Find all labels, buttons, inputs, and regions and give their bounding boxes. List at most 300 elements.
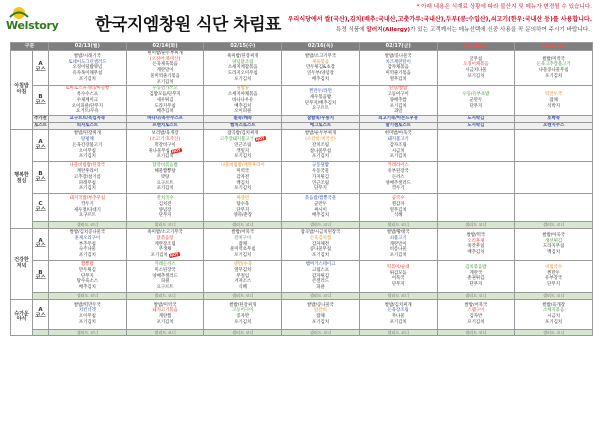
night-row <box>11 299 593 329</box>
course-label: C 코스 <box>33 194 49 222</box>
menu-cell <box>282 86 360 116</box>
menu-item: 돈육장조림 <box>387 308 409 314</box>
toast-row-cell <box>204 123 282 130</box>
lunch-c-row <box>11 194 593 222</box>
menu-item: 열무김치 <box>389 76 407 82</box>
menu-item: 김자반 <box>469 314 483 320</box>
salad-cell <box>49 292 127 299</box>
menu-item: 쌀밥/순두부찌개 <box>304 131 337 137</box>
menu-item: 미소된장국 <box>154 267 176 273</box>
menu-cell <box>282 51 360 86</box>
menu-cell <box>437 260 515 292</box>
menu-item: 쌀밥/김치콩나물국 <box>69 230 106 236</box>
menu-cell <box>515 130 593 162</box>
menu-item: 맛탕 <box>160 174 170 180</box>
menu-cell <box>126 162 204 194</box>
menu-cell <box>126 51 204 86</box>
menu-cell <box>282 228 360 260</box>
menu-item: 연근조림 <box>311 180 329 186</box>
menu-item: 나물비빔밥/계란후라이 <box>220 163 265 169</box>
day-header: 02/15(수) <box>204 43 282 51</box>
menu-item: 물미역줄기볶음 <box>150 73 180 79</box>
menu-item: 쌀밥/된장찌개 <box>73 131 101 137</box>
breakfast-b-row <box>11 86 593 116</box>
course-label: A 코스 <box>33 299 49 329</box>
course-label: B 코스 <box>33 86 49 116</box>
menu-item: 덮밥류 <box>236 86 250 92</box>
day-header: 02/17(금) <box>359 43 437 51</box>
menu-item: 쑥갓무침 <box>467 244 485 250</box>
meal-sublabel: 슈가운 <box>14 310 29 317</box>
menu-item: 콩나물무침 <box>309 247 332 253</box>
toast-row-text: 오렌지주스 <box>543 123 565 129</box>
menu-cell <box>49 194 127 222</box>
menu-cell <box>126 228 204 260</box>
salad-cell <box>126 222 204 229</box>
menu-item: 물미역초무침 <box>230 247 256 253</box>
menu-item: 오징어덮밥양념 <box>72 65 103 71</box>
menu-item: 요구르트 <box>311 106 329 112</box>
menu-cell <box>126 130 204 162</box>
menu-item: 김치전 <box>158 202 172 208</box>
recommend-row-cell <box>515 116 593 123</box>
menu-cell <box>282 162 360 194</box>
menu-item: 포기김치 <box>156 319 174 325</box>
menu-item: 도라지무침 <box>543 244 565 250</box>
menu-item: 포기김치 HOT <box>150 252 179 258</box>
recommend-row-text: 요구르트/흑임자죽 <box>69 116 106 122</box>
salad-label: 샐러드 코너 <box>465 292 487 298</box>
menu-item: 알탕/쌀밥 <box>388 86 408 92</box>
menu-item: 흑미밥/된장찌개 <box>227 53 259 59</box>
menu-item: 포기김치 <box>156 154 174 160</box>
menu-item: 겨자소스 <box>234 279 252 285</box>
recommend-row-text: 흰죽/깨죽 <box>233 116 253 122</box>
corner-header: 구분 <box>11 43 49 51</box>
menu-item: 떡볶이/순대 <box>386 265 410 271</box>
menu-item: 시금치 <box>547 314 560 320</box>
menu-item: 배추김치 <box>311 213 329 219</box>
logo-text: Welstory <box>6 19 59 32</box>
salad-label: 샐러드 코너 <box>542 292 565 298</box>
menu-item: 배추김치 <box>78 284 96 290</box>
menu-cell <box>204 162 282 194</box>
meal-mainlabel: 야식 <box>16 316 27 323</box>
menu-item: 만두튀김&초장 <box>306 65 335 71</box>
night-salad-row <box>11 329 593 336</box>
breakfast-a-row <box>11 51 593 86</box>
salad-cell <box>282 329 360 336</box>
salad-label: 샐러드 코너 <box>231 329 254 335</box>
salad-label: 샐러드 코너 <box>309 222 332 228</box>
day-header: 02/14(화) <box>126 43 204 51</box>
menu-item: 새우젓/다대기 <box>73 207 101 213</box>
menu-item: 짜장면 <box>236 196 250 202</box>
menu-item: 쌀밥/시래기국 <box>73 53 101 59</box>
menu-item: 토마토스파게티/마늘빵 <box>65 86 110 92</box>
menu-cell <box>49 86 127 116</box>
menu-item: 포기김치 <box>78 186 96 192</box>
salad-label: 샐러드 코너 <box>154 222 176 228</box>
menu-item: 양배추샐러드 <box>152 273 178 279</box>
menu-item: 단무지 <box>547 282 560 288</box>
salad-label: 샐러드 코너 <box>76 292 99 298</box>
menu-item: 나물콩나물무침 <box>538 68 569 74</box>
menu-item: 단무지 <box>469 282 483 288</box>
menu-cell <box>282 194 360 222</box>
hot-badge: HOT <box>255 136 266 142</box>
lunch-b-row <box>11 162 593 194</box>
menu-item: 단무지 <box>236 207 250 213</box>
meal-mainlabel: 저녁 <box>16 262 27 269</box>
menu-cell <box>204 194 282 222</box>
salad-label: 샐러드 코너 <box>465 222 487 228</box>
menu-item: 감자채전 <box>311 241 329 247</box>
menu-item: 옥수수스프 <box>76 92 98 98</box>
course-label: 토스트 <box>34 123 47 129</box>
menu-item: 돈육제육볶음 <box>152 62 178 68</box>
salad-label: 샐러드 코너 <box>76 329 99 335</box>
menu-item: 소세지야채볶음 <box>227 92 258 98</box>
menu-cell <box>359 162 437 194</box>
menu-item: 크림스프 <box>311 267 329 273</box>
menu-item: 비름나물 <box>389 247 407 253</box>
menu-cell <box>515 51 593 86</box>
menu-item: 열무김치 <box>234 267 252 273</box>
menu-item: 무나물 <box>391 314 405 320</box>
menu-cell <box>204 260 282 292</box>
menu-item: 돼지불고기 <box>387 137 409 143</box>
meal-mainlabel: 점심 <box>16 178 27 185</box>
meal-sublabel: 아침밥 <box>14 83 29 90</box>
origin-text: 우리식당에서 쌀(국산),김치(배추:국내산,고춧가루:국내산),두부(콩:수입산),쇠고기(한우:국내산 등)를 사용합니다. <box>287 16 592 23</box>
meal-sublabel: 건강한 <box>14 257 29 264</box>
salad-label: 샐러드 코너 <box>387 222 409 228</box>
menu-item: 배추김치 <box>156 109 174 115</box>
recommend-row-cell <box>49 116 127 123</box>
salad-cell <box>49 222 127 229</box>
menu-item: 포기김치 <box>311 319 329 325</box>
menu-item: 포기김치 <box>234 76 252 82</box>
hot-badge: HOT <box>169 252 179 258</box>
salad-label: 샐러드 코너 <box>154 292 176 298</box>
menu-item: 양념장 <box>158 207 172 213</box>
menu-item: 짜사이 <box>314 207 327 213</box>
menu-item: 새우볶음밥 <box>309 95 332 101</box>
menu-cell <box>126 194 204 222</box>
toast-row-text: 햄치즈토스트 <box>230 123 256 129</box>
salad-cell <box>204 222 282 229</box>
allergy-prefix: 특정 식품에 <box>335 27 365 33</box>
menu-item: 단무지 <box>469 103 483 109</box>
menu-item: 깻잎지 <box>236 148 250 154</box>
salad-label: 샐러드 코너 <box>309 329 332 335</box>
menu-item: (소고기:호주산) <box>149 137 181 143</box>
menu-cell <box>204 228 282 260</box>
recommend-row-text: 바나나/옥수수스프 <box>147 116 183 122</box>
menu-cell <box>515 86 593 116</box>
menu-item: 돼지고기볶음 <box>152 308 178 314</box>
menu-item: 춘권튀김 <box>467 276 485 282</box>
menu-item: 포기김치 <box>234 154 252 160</box>
menu-item: 쌀밥/콩나물국 <box>384 53 412 59</box>
salad-label: 샐러드 코너 <box>231 292 254 298</box>
course-label: 추가찬 <box>34 116 47 122</box>
menu-item: 오이피클/단무지 <box>71 103 103 109</box>
dinner-a-row <box>11 228 593 260</box>
menu-item: 과일 <box>393 109 403 115</box>
menu-item: 피클 <box>160 279 170 285</box>
course-label: A 코스 <box>33 228 49 260</box>
menu-item: 석박지 <box>547 103 560 109</box>
menu-item: 시금치나물 <box>465 68 487 74</box>
menu-item: 계란국 <box>469 270 483 276</box>
menu-cell <box>515 194 593 222</box>
salad-cell <box>282 222 360 229</box>
meal-mainlabel: 아침 <box>16 89 27 96</box>
allergy-word: 알러지(Allergy) <box>366 27 411 33</box>
menu-item: 포기김치 <box>234 319 252 325</box>
menu-item: 배추김치 <box>467 250 485 256</box>
day-header: 02/18(토) <box>437 43 515 51</box>
menu-item: 바나나우유 <box>232 97 254 103</box>
menu-cell <box>126 86 204 116</box>
toast-row <box>11 123 593 130</box>
menu-cell <box>359 194 437 222</box>
menu-item: 포기김치 <box>78 76 96 82</box>
menu-item: 규동덮밥 <box>311 163 329 169</box>
menu-item: 파래무침 <box>78 180 96 186</box>
menu-item: 깍두기 <box>391 186 405 192</box>
menu-item: 닭갈비볶음밥 <box>152 163 178 169</box>
menu-cell <box>49 51 127 86</box>
menu-item: 요구르트 <box>156 284 174 290</box>
menu-cell <box>126 260 204 292</box>
menu-item: 보리밥/육개장 <box>151 131 179 137</box>
menu-item: 오징어채볶음 <box>463 62 489 68</box>
salad-cell <box>515 292 593 299</box>
menu-item: 잡채 <box>238 241 248 247</box>
toast-row-cell <box>282 123 360 130</box>
menu-item: 해물짬뽕탕 <box>154 169 176 175</box>
menu-item: 돈육고추장불고기 <box>536 62 571 68</box>
menu-item: 현미밥/순두부찌개 <box>147 51 183 56</box>
menu-item: 양배추쌈 <box>389 97 407 103</box>
menu-cell <box>204 130 282 162</box>
salad-label: 샐러드 코너 <box>76 222 99 228</box>
menu-item: 계란후라이 <box>76 169 98 175</box>
salad-cell <box>49 329 127 336</box>
menu-item: 오이무침 <box>78 314 96 320</box>
menu-cell <box>359 299 437 329</box>
menu-item: 고등어구이 <box>387 92 409 98</box>
menu-item: 카레돈까스 <box>154 262 176 268</box>
menu-item: 포기김치 <box>389 154 407 160</box>
menu-item: 나물비빔밥/된장국 <box>69 163 106 169</box>
menu-cell <box>437 228 515 260</box>
menu-item: 유부된장국 <box>387 169 409 175</box>
course-label: B 코스 <box>33 260 49 292</box>
menu-item: 도라지무침 <box>154 103 176 109</box>
day-header: 02/16(목) <box>282 43 360 51</box>
salad-label: 샐러드 코너 <box>154 329 176 335</box>
toast-row-text: 프렌치토스트 <box>152 123 178 129</box>
menu-item: 쌀밥/육개장 <box>542 302 565 308</box>
menu-item: 현미밥/아욱국 <box>384 131 412 137</box>
menu-item: 제육볶음 <box>311 59 329 65</box>
salad-cell <box>126 292 204 299</box>
dinner-salad-row <box>11 292 593 299</box>
menu-item: 탕수육소스 <box>76 279 98 285</box>
menu-item: 돈육간장불고기 <box>72 142 103 148</box>
salad-label: 샐러드 코너 <box>387 329 409 335</box>
toast-row-cell <box>437 123 515 130</box>
menu-item: 백김치 <box>547 250 560 256</box>
menu-cell <box>359 51 437 86</box>
salad-cell <box>359 329 437 336</box>
menu-cell <box>282 130 360 162</box>
menu-item: (소갈비:미국산) <box>305 137 336 143</box>
recommend-row <box>11 116 593 123</box>
meal-label <box>11 299 33 336</box>
menu-item: 찐감자 <box>391 202 405 208</box>
menu-item: 쌀밥/김치찌개 <box>384 302 412 308</box>
menu-item: 고추장돼지불고기 HOT <box>219 136 266 143</box>
menu-item: 배추김치 <box>311 76 329 82</box>
menu-item: 쌀밥/미역국 <box>542 56 565 62</box>
dinner-b-row <box>11 260 593 292</box>
menu-item: 계란말이 <box>156 68 174 74</box>
menu-cell <box>204 299 282 329</box>
menu-item: 포기김치 <box>311 154 329 160</box>
welstory-logo <box>6 6 86 32</box>
menu-item: 시금치 <box>391 148 405 154</box>
menu-cell <box>126 299 204 329</box>
menu-cell <box>49 260 127 292</box>
menu-item: 배추김치 <box>234 103 252 109</box>
page-header <box>0 0 600 38</box>
menu-item: 고추장/참기름 <box>73 174 101 180</box>
menu-item: 부추무침 <box>78 241 96 247</box>
menu-item: 군만두 <box>314 202 327 208</box>
course-label: B 코스 <box>33 162 49 194</box>
menu-item: 요구르트 <box>156 180 174 186</box>
meal-label <box>11 130 33 229</box>
menu-item: 우동국물 <box>311 169 329 175</box>
menu-cell <box>282 299 360 329</box>
menu-item: 요구르트 <box>78 213 96 219</box>
meal-sublabel: 행복한 <box>14 172 29 179</box>
menu-item: 토네이도그린샐러드 <box>68 59 107 65</box>
menu-item: 찐만두/라면 <box>309 89 332 95</box>
menu-item: 숙주나물 <box>78 247 96 253</box>
menu-cell <box>437 194 515 222</box>
menu-cell <box>204 86 282 116</box>
salad-label: 샐러드 코너 <box>309 292 332 298</box>
meal-label <box>11 228 33 299</box>
menu-item: 깍두기 <box>81 202 94 208</box>
menu-item: 포기김치 <box>545 73 563 79</box>
menu-cell <box>282 260 360 292</box>
menu-item: 무생채 <box>158 247 172 253</box>
allergy-text <box>336 25 590 33</box>
menu-item: 냉면/수육 <box>233 262 252 268</box>
menu-item: 단무지 <box>314 186 327 192</box>
salad-label: 샐러드 코너 <box>465 329 487 335</box>
menu-cell <box>515 260 593 292</box>
day-header-row <box>11 43 593 51</box>
menu-item: 양념닭조림 <box>232 59 254 65</box>
menu-item: 포기김치 <box>311 252 329 258</box>
menu-item: 김밥모듬/단무지 <box>149 92 181 98</box>
menu-item: 감자채볶음 <box>387 65 409 71</box>
menu-item: 참나물무침 <box>309 148 332 154</box>
menu-item: 쌀밥/소고기무국 <box>304 53 337 59</box>
menu-item: 김치볶음밥 <box>465 265 487 271</box>
menu-item: 닭갈비 <box>314 308 327 314</box>
menu-item: 가지튀김 <box>311 174 329 180</box>
day-header: 02/19(일) <box>515 43 593 51</box>
menu-item: 쌀밥/된장찌개 <box>229 302 257 308</box>
menu-cell <box>49 162 127 194</box>
salad-cell <box>437 222 515 229</box>
menu-item: 굴무침 <box>469 56 483 62</box>
menu-item: 생선튀김 <box>545 238 563 244</box>
menu-cell <box>515 228 593 260</box>
toast-row-cell <box>49 123 127 130</box>
menu-item: 쌀밥/황태국 <box>386 230 410 236</box>
menu-item: 떡만두국 <box>545 92 563 98</box>
menu-item: 백김치 <box>236 180 250 186</box>
menu-item: 튀김모듬 <box>389 270 407 276</box>
menu-item: 돈까스 <box>391 174 405 180</box>
salad-cell <box>437 292 515 299</box>
menu-item: 갈치조림 <box>311 142 329 148</box>
menu-item: 쇠불고기 <box>389 235 407 241</box>
recommend-row-text: 찹쌀죽/누룽지 <box>306 116 334 122</box>
menu-cell <box>49 299 127 329</box>
menu-item: 돼지국밥/부추무침 <box>69 196 106 202</box>
menu-item: 탕수육 <box>236 202 250 208</box>
recommend-row-cell <box>359 116 437 123</box>
menu-cell <box>437 86 515 116</box>
course-label: A 코스 <box>33 51 49 86</box>
recommend-row-text: 쇠고기죽/아몬드우유 <box>378 116 419 122</box>
menu-item: 포기김치 <box>234 186 252 192</box>
menu-item: 쌀밥/어묵국 <box>464 302 488 308</box>
menu-cell <box>204 51 282 86</box>
menu-item: 콩자반 <box>236 314 250 320</box>
recommend-row-text: 호박죽 <box>547 116 560 122</box>
menu-item: 포기김치 <box>156 79 174 85</box>
menu-item: 단무지 <box>158 213 172 219</box>
menu-item: 식혜 <box>393 213 403 219</box>
toast-row-cell <box>515 123 593 130</box>
menu-item: 포기김치 <box>389 103 407 109</box>
menu-item: 열무김치 <box>389 207 407 213</box>
menu-item: 새우튀김 <box>156 97 174 103</box>
menu-cell <box>359 260 437 292</box>
menu-item: 치킨너겟 <box>78 308 96 314</box>
menu-item: 콩국수 <box>391 196 405 202</box>
lunch-a-row <box>11 130 593 162</box>
menu-item: 치즈계란말이 <box>385 59 411 65</box>
salad-cell <box>515 329 593 336</box>
menu-item: 소세지볶음 <box>543 308 565 314</box>
menu-cell <box>49 228 127 260</box>
salad-cell <box>282 292 360 299</box>
menu-item: 연두부/양념장 <box>307 70 334 76</box>
